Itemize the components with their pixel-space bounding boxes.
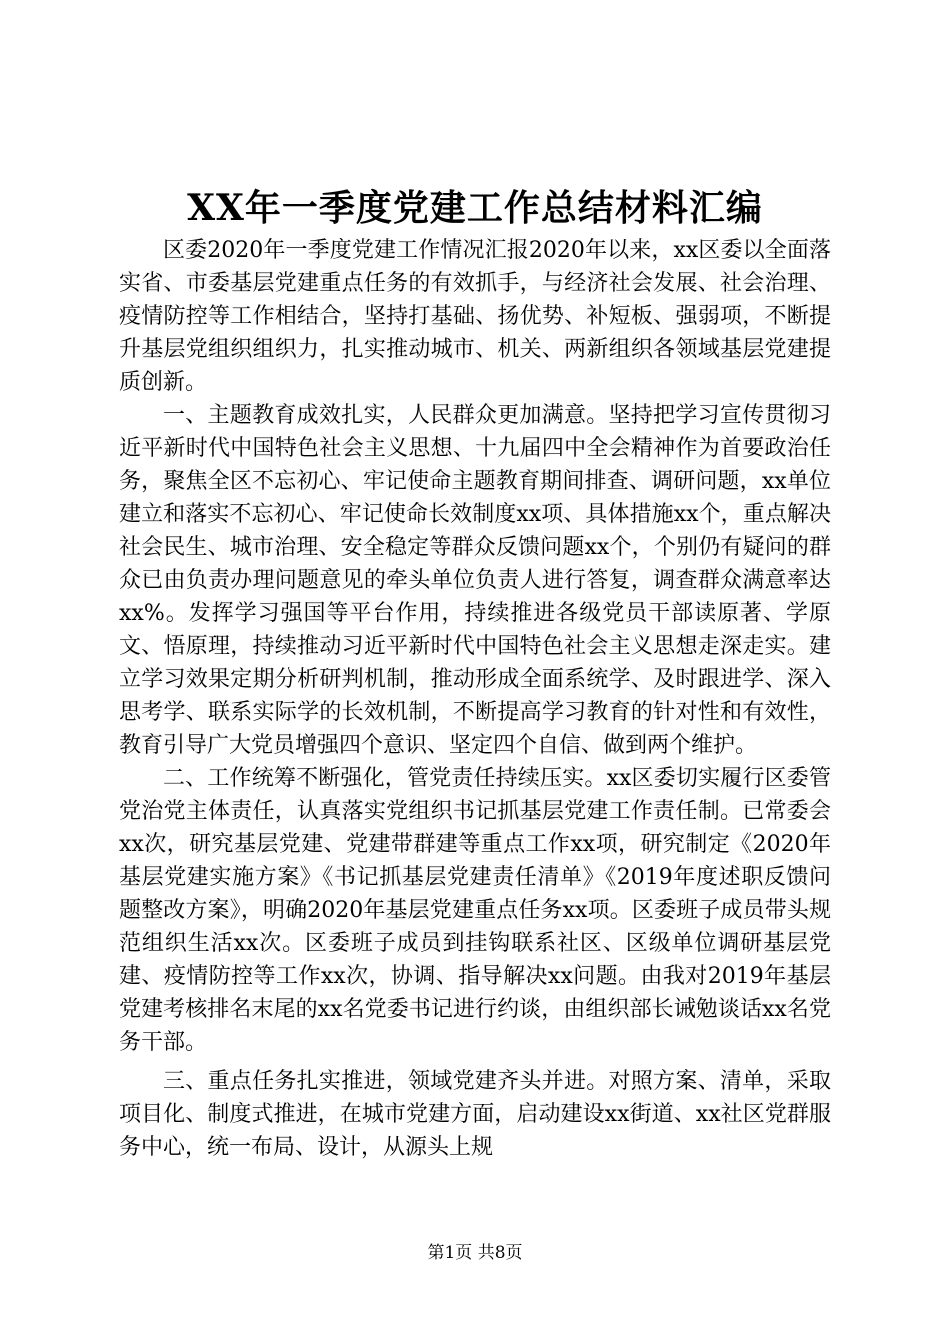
paragraph-intro: 区委2020年一季度党建工作情况汇报2020年以来，xx区委以全面落实省、市委基层党建重点任务的有效抓手，与经济社会发展、社会治理、疫情防控等工作相结合，坚持打基础、扬优势、补短板、强弱项，不断提升基层党组织组织力，扎实推动城市、机关、两新组织各领域基层党建提质创新。 (119, 238, 831, 395)
document-body (119, 234, 831, 1164)
paragraph-section-1: 一、主题教育成效扎实，人民群众更加满意。坚持把学习宣传贯彻习近平新时代中国特色社会主义思想、十九届四中全会精神作为首要政治任务，聚焦全区不忘初心、牢记使命主题教育期间排查、调研问题，xx单位建立和落实不忘初心、牢记使命长效制度xx项、具体措施xx个，重点解决社会民生、城市治理、安全稳定等群众反馈问题xx个，个别仍有疑问的群众已由负责办理问题意见的牵头单位负责人进行答复，调查群众满意率达xx%。发挥学习强国等平台作用，持续推进各级党员干部读原著、学原文、悟原理，持续推动习近平新时代中国特色社会主义思想走深走实。建立学习效果定期分析研判机制，推动形成全面系统学、及时跟进学、深入思考学、联系实际学的长效机制，不断提高学习教育的针对性和有效性，教育引导广大党员增强四个意识、坚定四个自信、做到两个维护。 (119, 403, 831, 758)
paragraph-section-2: 二、工作统筹不断强化，管党责任持续压实。xx区委切实履行区委管党治党主体责任，认真落实党组织书记抓基层党建工作责任制。已常委会xx次，研究基层党建、党建带群建等重点工作xx项，研究制定《2020年基层党建实施方案》《书记抓基层党建责任清单》《2019年度述职反馈问题整改方案》，明确2020年基层党建重点任务xx项。区委班子成员带头规范组织生活xx次。区委班子成员到挂钩联系社区、区级单位调研基层党建、疫情防控等工作xx次，协调、指导解决xx问题。由我对2019年基层党建考核排名末尾的xx名党委书记进行约谈，由组织部长诫勉谈话xx名党务干部。 (119, 766, 831, 1055)
document-title: XX年一季度党建工作总结材料汇编 (187, 187, 763, 229)
page-footer: 第1页 共8页 (427, 1243, 523, 1263)
paragraph-section-3: 三、重点任务扎实推进，领域党建齐头并进。对照方案、清单，采取项目化、制度式推进，在城市党建方面，启动建设xx街道、xx社区党群服务中心，统一布局、设计，从源头上规 (119, 1069, 831, 1160)
